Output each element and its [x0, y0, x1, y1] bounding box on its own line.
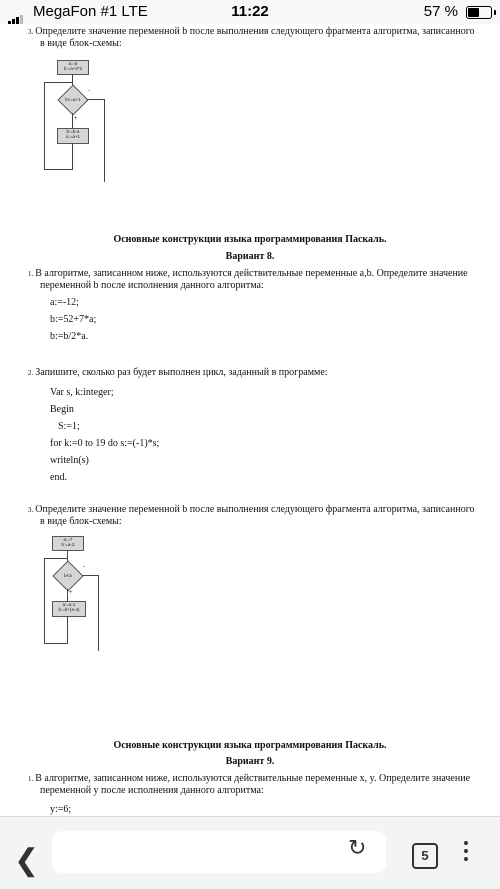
- section-heading: Основные конструкции языка программирования Паскаль.: [113, 234, 387, 245]
- battery-cap: [494, 10, 496, 15]
- question-text: Запишите, сколько раз будет выполнен цикл, заданный в программе:: [35, 367, 328, 378]
- code-line: a:=-12;: [50, 297, 79, 308]
- variant-title: Вариант 9.: [225, 756, 275, 767]
- flowchart-2: [40, 534, 110, 659]
- flow-body-line: a:=a-1: [62, 602, 76, 607]
- question-number: 1.: [28, 270, 34, 278]
- flowchart-1: [40, 58, 110, 183]
- flow-no-mark: -: [88, 88, 90, 94]
- question-1-v9: [28, 773, 488, 797]
- flow-init-box: [52, 536, 84, 551]
- flow-body-box: [52, 601, 86, 617]
- more-menu-icon[interactable]: [462, 841, 470, 865]
- code-line: end.: [50, 472, 67, 483]
- flow-init-line: b:=a-3: [61, 542, 75, 547]
- question-text-cont: в виде блок-схемы:: [40, 516, 122, 527]
- variant-title: Вариант 8.: [225, 251, 275, 262]
- status-bar: [0, 0, 500, 24]
- code-line: y:=6;: [50, 804, 72, 815]
- question-text-cont: переменной b после исполнения данного алгоритма:: [40, 280, 264, 291]
- flow-condition-label: b<=a+1: [65, 97, 81, 102]
- flow-yes-mark: +: [74, 116, 78, 122]
- battery-icon: [466, 6, 492, 19]
- tabs-button[interactable]: 5: [412, 843, 438, 869]
- browser-toolbar: [0, 816, 500, 889]
- question-text-cont: в виде блок-схемы:: [40, 38, 122, 49]
- question-3-top: [28, 26, 488, 50]
- question-number: 3.: [28, 506, 34, 514]
- flow-init-box: [57, 60, 89, 75]
- battery-percent: 57 %: [423, 3, 458, 20]
- question-number: 2.: [28, 369, 34, 377]
- clock: 11:22: [231, 3, 269, 20]
- code-line: Begin: [50, 404, 74, 415]
- code-line: writeln(s): [50, 455, 89, 466]
- question-1: [28, 268, 488, 292]
- code-line: S:=1;: [58, 421, 80, 432]
- address-bar[interactable]: [52, 831, 386, 873]
- battery-fill: [468, 8, 479, 17]
- question-text: В алгоритме, записанном ниже, используются действительные переменные a,b. Определите значение: [35, 268, 468, 279]
- document-page[interactable]: [0, 24, 500, 816]
- flow-init-line: a:=7: [63, 537, 73, 542]
- question-number: 3.: [28, 28, 34, 36]
- question-text-cont: переменной y после исполнения данного алгоритма:: [40, 785, 264, 796]
- flow-body-line: b:=b-a: [66, 129, 80, 134]
- question-3: [28, 504, 488, 528]
- reload-icon[interactable]: ↻: [348, 835, 367, 860]
- question-text: Определите значение переменной b после выполнения следующего фрагмента алгоритма, записанного: [35, 26, 475, 37]
- question-text: Определите значение переменной b после выполнения следующего фрагмента алгоритма, записанного: [35, 504, 475, 515]
- flow-body-line: b:=b+(a-4): [58, 607, 80, 612]
- section-heading: Основные конструкции языка программирования Паскаль.: [113, 740, 387, 751]
- flow-condition-label: b<a: [64, 573, 72, 578]
- flow-yes-mark: +: [69, 590, 73, 596]
- code-line: Var s, k:integer;: [50, 387, 114, 398]
- flow-body-line: a:=a+1: [65, 134, 80, 139]
- flow-no-mark: -: [83, 564, 85, 570]
- flow-body-box: [57, 128, 89, 144]
- question-number: 1.: [28, 775, 34, 783]
- flow-init-line: b:=a+2*2: [63, 66, 83, 71]
- code-line: b:=b/2*a.: [50, 331, 89, 342]
- code-line: for k:=0 to 19 do s:=(-1)*s;: [50, 438, 160, 449]
- flow-init-line: a:=5: [68, 61, 78, 66]
- back-arrow-icon[interactable]: ❮: [14, 844, 40, 877]
- question-text: В алгоритме, записанном ниже, используются действительные переменные x, y. Определите значение: [35, 773, 471, 784]
- code-line: b:=52+7*a;: [50, 314, 97, 325]
- carrier-label: MegaFon #1 LTE: [33, 3, 148, 20]
- question-2: [28, 367, 488, 379]
